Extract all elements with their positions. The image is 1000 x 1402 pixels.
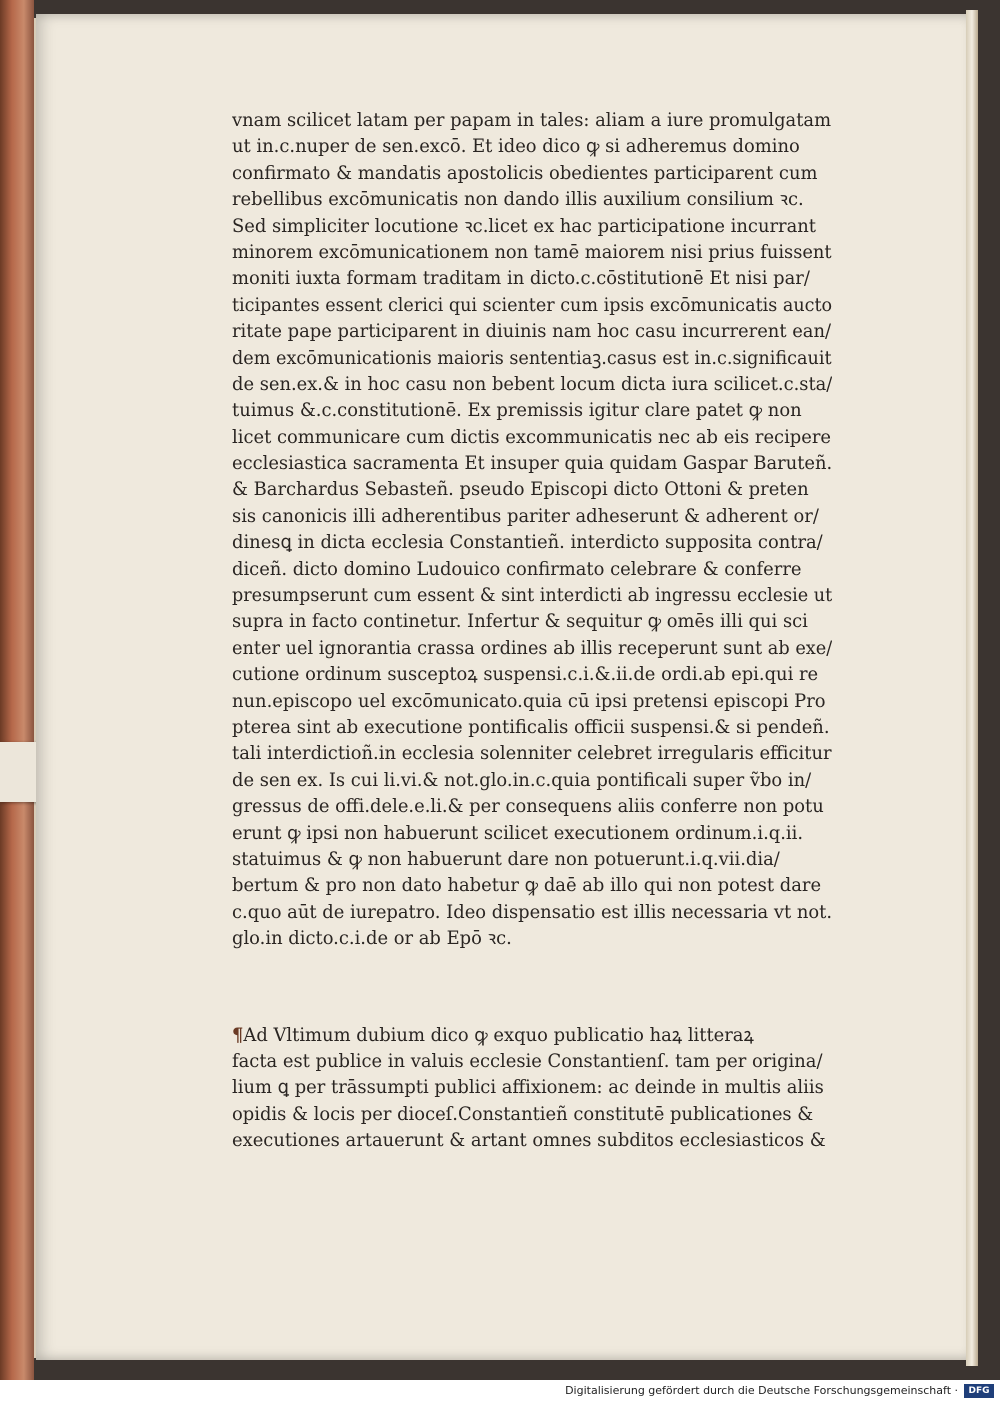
- text-line: [232, 557, 832, 583]
- text-line-content: tali interdictioñ.in ecclesia solenniter celebret irregularis efficitur: [232, 743, 832, 765]
- text-line: [232, 741, 832, 767]
- text-line: [232, 161, 832, 187]
- text-line: [232, 530, 832, 556]
- text-line-content: opidis & locis per dioceſ.Constantieñ constitutē publicationes &: [232, 1103, 814, 1125]
- text-line: [232, 451, 832, 477]
- text-line-content: de sen ex. Is cui li.vi.& not.glo.in.c.quia pontificali super ṽbo in/: [232, 769, 812, 791]
- text-line-content: licet communicare cum dictis excommunicatis nec ab eis recipere: [232, 426, 832, 448]
- text-line: [232, 1023, 832, 1049]
- paragraph-2: [232, 1023, 852, 1155]
- text-line: [232, 715, 832, 741]
- text-line-content: lium ꝗ per trāssumpti publici affixionem: ac deinde in multis aliis: [232, 1077, 824, 1099]
- text-line-content: de sen.ex.& in hoc casu non bebent locum dicta iura scilicet.c.sta/: [232, 373, 832, 395]
- text-line-content: executiones artauerunt & artant omnes subditos ecclesiasticos &: [232, 1130, 826, 1152]
- text-line-content: cutione ordinum susceptoꝝ suspensi.c.i.&.ii.de ordi.ab epi.qui re: [232, 664, 819, 686]
- text-line: [232, 1102, 832, 1128]
- text-line: [232, 240, 832, 266]
- footer-credit: Digitalisierung gefördert durch die Deutsche Forschungsgemeinschaft ·: [565, 1384, 958, 1397]
- text-line-content: statuimus & ꝙ non habuerunt dare non potuerunt.i.q.vii.dia/: [232, 848, 780, 870]
- text-line: [232, 1075, 832, 1101]
- text-line: [232, 108, 832, 134]
- text-line-content: ticipantes essent clerici qui scienter cum ipsis excōmunicatis aucto: [232, 294, 832, 316]
- text-line: [232, 398, 832, 424]
- text-line-content: ecclesiastica sacramenta Et insuper quia quidam Gaspar Baruteñ.: [232, 453, 832, 475]
- text-line: [232, 425, 832, 451]
- text-line: [232, 346, 832, 372]
- text-line: [232, 609, 832, 635]
- text-line-content: dem excōmunicationis maioris sententiaꝫ.casus est in.c.significauit: [232, 347, 832, 369]
- text-line: [232, 689, 832, 715]
- text-line-content: gressus de offi.dele.e.li.& per consequens aliis conferre non potu: [232, 796, 824, 818]
- text-line: [232, 477, 832, 503]
- text-line-content: Sed simpliciter locutione ꝛc.licet ex hac participatione incurrant: [232, 215, 817, 237]
- text-line-content: ritate pape participarent in diuinis nam hoc casu incurrerent ean/: [232, 321, 832, 343]
- text-line-content: glo.in dicto.c.i.de or ab Epō ꝛc.: [232, 928, 512, 950]
- book-binding: [0, 0, 34, 1380]
- text-line: [232, 873, 832, 899]
- text-line: [232, 847, 832, 873]
- text-line: [232, 266, 832, 292]
- text-line-content: nun.episcopo uel excōmunicato.quia cū ipsi pretensi episcopi Pro: [232, 690, 826, 712]
- text-line-content: pterea sint ab executione pontificalis officii suspensi.& si pendeñ.: [232, 716, 830, 738]
- text-line-content: dinesꝗ in dicta ecclesia Constantieñ. interdicto supposita contra/: [232, 532, 823, 554]
- text-line: [232, 821, 832, 847]
- text-line-content: & Barchardus Sebasteñ. pseudo Episcopi dicto Ottoni & preten: [232, 479, 809, 501]
- text-line: [232, 794, 832, 820]
- text-line-content: erunt ꝙ ipsi non habuerunt scilicet executionem ordinum.i.q.ii.: [232, 822, 804, 844]
- text-line: [232, 583, 832, 609]
- text-line: [232, 900, 832, 926]
- text-line-content: bertum & pro non dato habetur ꝙ daē ab illo qui non potest dare: [232, 875, 822, 897]
- text-line: [232, 319, 832, 345]
- dfg-logo: DFG: [964, 1384, 994, 1398]
- footer-bar: [0, 1380, 1000, 1402]
- text-line-content: facta est publice in valuis ecclesie Constantienſ. tam per origina/: [232, 1050, 823, 1072]
- text-line-content: sis canonicis illi adherentibus pariter adheserunt & adherent or/: [232, 505, 819, 527]
- text-line-content: Ad Vltimum dubium dico ꝙ exquo publicatio haꝝ litteraꝝ: [243, 1024, 754, 1046]
- text-line: [232, 1128, 832, 1154]
- text-line-content: moniti iuxta formam traditam in dicto.c.cōstitutionē Et nisi par/: [232, 268, 810, 290]
- text-line-content: confirmato & mandatis apostolicis obedientes participarent cum: [232, 162, 818, 184]
- text-line: [232, 636, 832, 662]
- text-line-content: diceñ. dicto domino Ludouico confirmato celebrare & conferre: [232, 558, 802, 580]
- paragraph-mark: ¶: [232, 1024, 244, 1046]
- text-line-content: minorem excōmunicationem non tamē maiorem nisi prius fuissent: [232, 241, 832, 263]
- text-line-content: vnam scilicet latam per papam in tales: aliam a iure promulgatam: [232, 110, 832, 131]
- text-line: [232, 293, 832, 319]
- main-text-column: [232, 108, 852, 1154]
- paragraph-1: [232, 108, 852, 953]
- text-line-content: enter uel ignorantia crassa ordines ab illis receperunt sunt ab exe/: [232, 637, 832, 659]
- text-line: [232, 768, 832, 794]
- text-line-content: ut in.c.nuper de sen.excō. Et ideo dico ꝙ si adheremus domino: [232, 136, 800, 158]
- text-line-content: supra in facto continetur. Infertur & sequitur ꝙ omēs illi qui sci: [232, 611, 808, 633]
- text-line: [232, 134, 832, 160]
- text-line: [232, 372, 832, 398]
- text-line-content: presumpserunt cum essent & sint interdicti ab ingressu ecclesie ut: [232, 585, 832, 607]
- page-edge: [966, 10, 978, 1366]
- text-line: [232, 187, 832, 213]
- paragraph-gap: [232, 953, 852, 1023]
- text-line: [232, 214, 832, 240]
- text-line-content: rebellibus excōmunicatis non dando illis auxilium consilium ꝛc.: [232, 189, 804, 211]
- text-line-content: tuimus &.c.constitutionē. Ex premissis igitur clare patet ꝙ non: [232, 400, 802, 422]
- text-line: [232, 926, 832, 952]
- text-line: [232, 662, 832, 688]
- text-line: [232, 1049, 832, 1075]
- text-line: [232, 504, 832, 530]
- text-line-content: c.quo aūt de iurepatro. Ideo dispensatio est illis necessaria vt not.: [232, 901, 832, 923]
